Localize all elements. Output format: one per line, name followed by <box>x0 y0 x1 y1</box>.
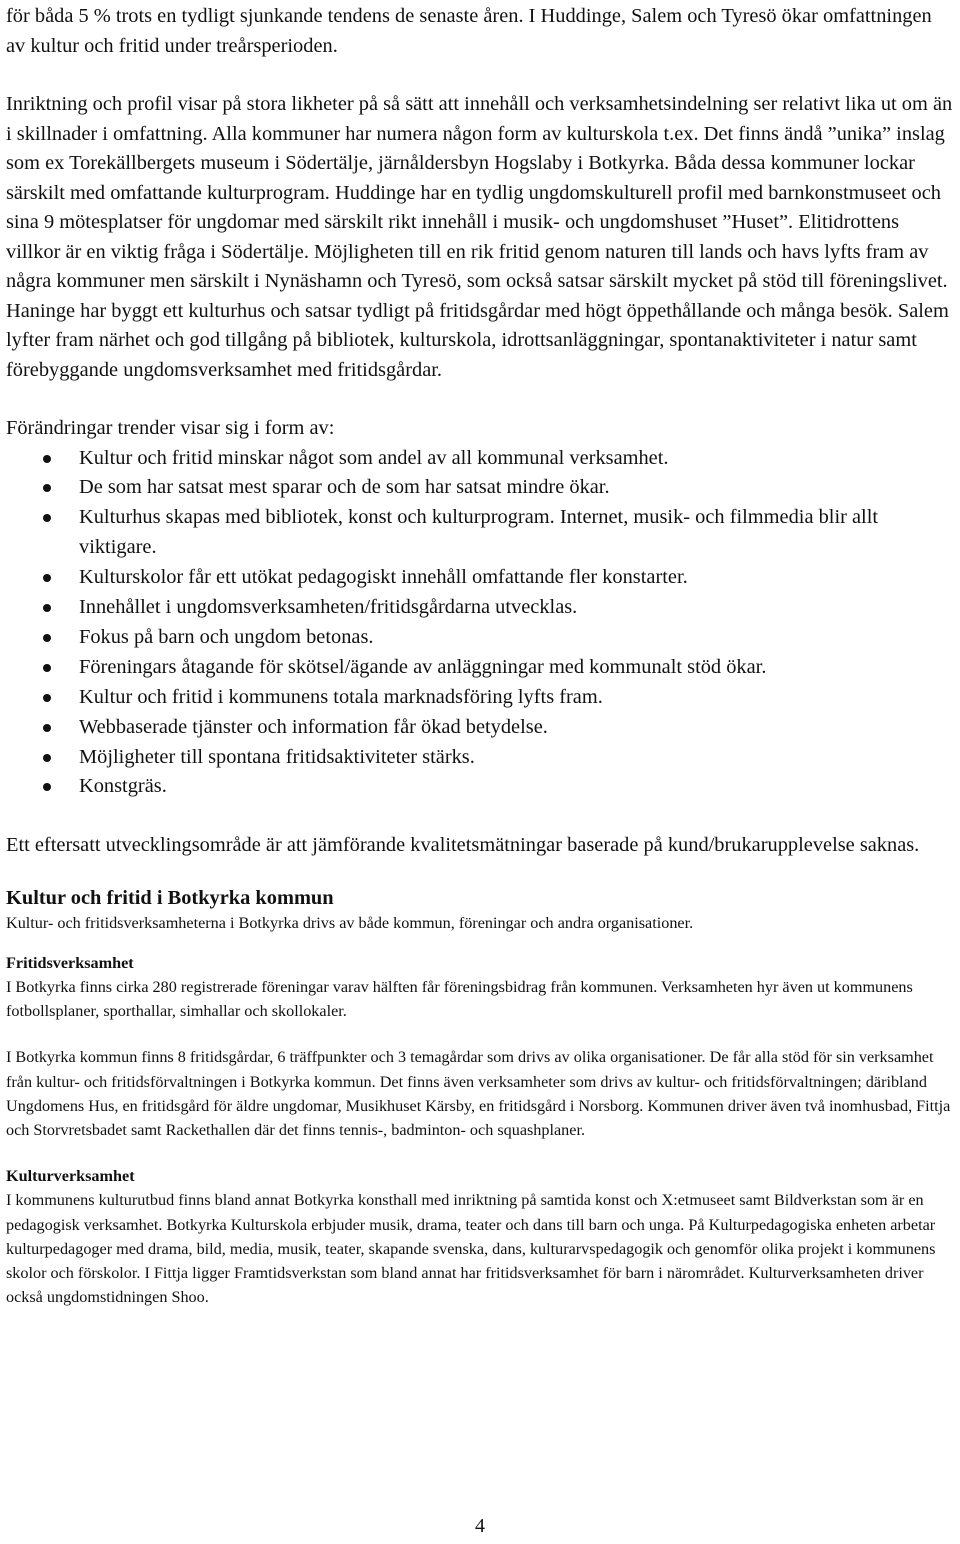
list-item: Innehållet i ungdomsverksamheten/fritidsgårdarna utvecklas. <box>6 593 956 623</box>
trends-heading: Förändringar trender visar sig i form av: <box>6 417 335 439</box>
intro-paragraph-2: Inriktning och profil visar på stora likheter på så sätt att innehåll och verksamhetsindelning ser relativt lika ut om än i skillnader i omfattning. Alla kommuner har numera någon form av kulturskola t.ex. Det finns ändå ”unika” inslag som ex Torekällbergets museum i Södertälje, järnåldersbyn Hogslaby i Botkyrka. Båda dessa kommuner lockar särskilt med omfattande kulturprogram. Huddinge har en tydlig ungdomskulturell profil med barnkonstmuseet och sina 9 mötesplatser för ungdomar med särskilt rikt innehåll i musik- och ungdomshuset ”Huset”. Elitidrottens villkor är en viktig fråga i Södertälje. Möjligheten till en rik fritid genom naturen till lands och havs lyfts fram av några kommuner men särskilt i Nynäshamn och Tyresö, som också satsar särskilt mycket på stöd till föreningslivet. Haninge har byggt ett kulturhus och satsar tydligt på fritidsgårdar med högt öppethållande och många besök. Salem lyfter fram närhet och god tillgång på bibliotek, kulturskola, idrottsanläggningar, spontanaktiviteter i natur samt förebyggande ungdomsverksamhet med fritidsgårdar. <box>6 93 953 381</box>
list-item: Möjligheter till spontana fritidsaktiviteter stärks. <box>6 743 956 773</box>
document-page <box>6 0 956 1309</box>
bullet-icon <box>43 694 51 702</box>
bullet-icon <box>43 455 51 463</box>
kultur-heading: Kulturverksamhet <box>6 1167 135 1186</box>
bullet-icon <box>43 754 51 762</box>
intro-paragraph-1: för båda 5 % trots en tydligt sjunkande tendens de senaste åren. I Huddinge, Salem och Tyresö ökar omfattningen av kultur och fritid under treårsperioden. <box>6 5 932 57</box>
page-number: 4 <box>475 1515 485 1537</box>
bullet-icon <box>43 783 51 791</box>
conclusion-paragraph: Ett eftersatt utvecklingsområde är att jämförande kvalitetsmätningar baserade på kund/brukarupplevelse saknas. <box>6 834 920 857</box>
bullet-icon <box>43 514 51 522</box>
trends-list <box>6 444 956 803</box>
section-intro: Kultur- och fritidsverksamheterna i Botkyrka drivs av både kommun, föreningar och andra organisationer. <box>6 913 694 932</box>
bullet-icon <box>43 724 51 732</box>
list-item: Fokus på barn och ungdom betonas. <box>6 623 956 653</box>
fritid-paragraph-2: I Botkyrka kommun finns 8 fritidsgårdar, 6 träffpunkter och 3 temagårdar som drivs av olika organisationer. De får alla stöd för sin verksamhet från kultur- och fritidsförvaltningen i Botkyrka kommun. Det finns även verksamheter som drivs av kultur- och fritidsförvaltningen; däribland Ungdomens Hus, en fritidsgård för äldre ungdomar, Musikhuset Kärsby, en fritidsgård i Norsborg. Kommunen driver även två inomhusbad, Fittja och Storvretsbadet samt Rackethallen där det finns tennis-, badminton- och squashplaner. <box>6 1048 951 1140</box>
bullet-icon <box>43 634 51 642</box>
list-item: Kultur och fritid i kommunens totala marknadsföring lyfts fram. <box>6 683 956 713</box>
fritid-heading: Fritidsverksamhet <box>6 954 134 973</box>
list-item: Föreningars åtagande för skötsel/ägande av anläggningar med kommunalt stöd ökar. <box>6 653 956 683</box>
list-item: Kultur och fritid minskar något som andel av all kommunal verksamhet. <box>6 444 956 474</box>
bullet-icon <box>43 484 51 492</box>
bullet-icon <box>43 604 51 612</box>
list-item: Webbaserade tjänster och information får ökad betydelse. <box>6 713 956 743</box>
bullet-icon <box>43 664 51 672</box>
list-item: Kulturskolor får ett utökat pedagogiskt innehåll omfattande fler konstarter. <box>6 563 956 593</box>
kultur-paragraph-1: I kommunens kulturutbud finns bland annat Botkyrka konsthall med inriktning på samtida konst och X:etmuseet samt Bildverkstan som är en pedagogisk verksamhet. Botkyrka Kulturskola erbjuder musik, drama, teater och dans till barn och unga. På Kulturpedagogiska enheten arbetar kulturpedagoger med drama, bild, media, musik, teater, skapande svenska, dans, kulturarvspedagogik och genomför olika projekt i kommunens skolor och förskolor. I Fittja ligger Framtidsverkstan som bland annat har fritidsverksamhet för barn i närområdet. Kulturverksamheten driver också ungdomstidningen Shoo. <box>6 1191 936 1307</box>
list-item: Kulturhus skapas med bibliotek, konst och kulturprogram. Internet, musik- och filmmedia blir allt viktigare. <box>6 503 956 563</box>
section-title: Kultur och fritid i Botkyrka kommun <box>6 886 334 909</box>
list-item: Konstgräs. <box>6 772 956 802</box>
list-item: De som har satsat mest sparar och de som har satsat mindre ökar. <box>6 473 956 503</box>
bullet-icon <box>43 574 51 582</box>
fritid-paragraph-1: I Botkyrka finns cirka 280 registrerade föreningar varav hälften får föreningsbidrag från kommunen. Verksamheten hyr även ut kommunens fotbollsplaner, sporthallar, simhallar och skollokaler. <box>6 978 913 1021</box>
